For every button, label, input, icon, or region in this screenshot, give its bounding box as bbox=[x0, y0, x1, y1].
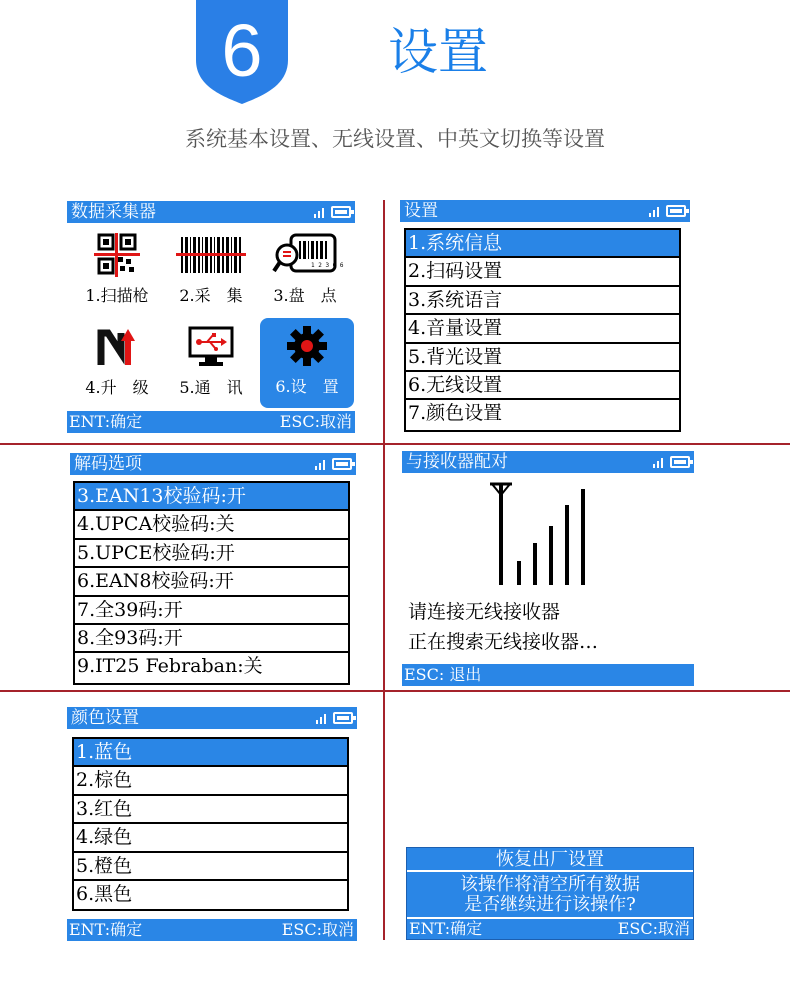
battery-icon bbox=[333, 712, 353, 724]
main-menu-screen bbox=[67, 201, 355, 433]
screen-titlebar bbox=[67, 707, 357, 729]
menu-item-label: 1.扫描枪 bbox=[85, 286, 149, 305]
screen-titlebar bbox=[400, 200, 690, 222]
screen-title: 数据采集器 bbox=[71, 202, 156, 222]
list-item[interactable]: 4.UPCA校验码:关 bbox=[75, 511, 348, 539]
list-item[interactable]: 5.UPCE校验码:开 bbox=[75, 540, 348, 568]
badge-number: 6 bbox=[221, 9, 263, 92]
menu-item-communication[interactable] bbox=[164, 319, 258, 407]
dialog-title: 恢复出厂设置 bbox=[407, 848, 693, 872]
signal-strength-icon bbox=[486, 481, 592, 587]
screen-footer bbox=[67, 411, 355, 433]
footer-cancel[interactable]: ESC:取消 bbox=[279, 412, 352, 431]
horizontal-divider bbox=[0, 443, 790, 445]
list-item[interactable]: 2.棕色 bbox=[74, 767, 347, 795]
qr-scan-icon bbox=[94, 233, 140, 277]
menu-item-label: 6.设 置 bbox=[275, 377, 339, 396]
signal-icon bbox=[653, 456, 667, 468]
list-item[interactable]: 3.EAN13校验码:开 bbox=[75, 483, 348, 511]
factory-reset-dialog bbox=[406, 847, 694, 940]
menu-item-label: 4.升 级 bbox=[85, 378, 149, 397]
screen-titlebar bbox=[67, 201, 355, 223]
menu-item-scanner[interactable] bbox=[70, 227, 164, 315]
menu-item-inventory[interactable] bbox=[258, 227, 352, 315]
list-item[interactable]: 3.系统语言 bbox=[406, 287, 679, 315]
pair-receiver-screen bbox=[402, 451, 694, 686]
dialog-message-2: 是否继续进行该操作? bbox=[464, 894, 636, 915]
screen-footer bbox=[67, 919, 357, 941]
battery-icon bbox=[670, 456, 690, 468]
menu-item-label: 2.采 集 bbox=[179, 286, 243, 305]
list-item[interactable]: 6.EAN8校验码:开 bbox=[75, 568, 348, 596]
dialog-cancel[interactable]: ESC:取消 bbox=[617, 919, 690, 938]
list-item[interactable]: 9.IT25 Febraban:关 bbox=[77, 655, 263, 678]
list-item[interactable]: 5.橙色 bbox=[74, 853, 347, 881]
inventory-icon bbox=[273, 233, 344, 277]
screen-titlebar bbox=[70, 453, 356, 475]
settings-list bbox=[404, 228, 681, 432]
horizontal-divider bbox=[0, 690, 790, 692]
gear-icon bbox=[285, 324, 329, 368]
list-item[interactable]: 6.无线设置 bbox=[406, 372, 679, 400]
screen-title: 设置 bbox=[404, 201, 438, 221]
screen-titlebar bbox=[402, 451, 694, 473]
list-item[interactable]: 4.音量设置 bbox=[406, 315, 679, 343]
color-list bbox=[72, 737, 349, 911]
list-item[interactable]: 3.红色 bbox=[74, 796, 347, 824]
footer-confirm[interactable]: ENT:确定 bbox=[69, 412, 143, 431]
decode-options-list bbox=[73, 481, 350, 685]
signal-icon bbox=[316, 712, 330, 724]
status-icons bbox=[649, 203, 686, 219]
usb-monitor-icon bbox=[187, 325, 235, 369]
list-item[interactable]: 7.颜色设置 bbox=[408, 402, 503, 425]
list-item[interactable]: 2.扫码设置 bbox=[406, 258, 679, 286]
signal-icon bbox=[315, 458, 329, 470]
status-icons bbox=[316, 710, 353, 726]
dialog-footer bbox=[407, 917, 693, 939]
svg-text:1 2 3 0 6: 1 2 3 0 6 bbox=[311, 262, 344, 269]
decode-options-screen bbox=[70, 453, 356, 685]
vertical-divider bbox=[383, 200, 385, 940]
dialog-body bbox=[407, 875, 693, 915]
menu-item-settings[interactable] bbox=[260, 318, 354, 408]
signal-icon bbox=[649, 205, 663, 217]
upgrade-icon bbox=[95, 325, 139, 369]
menu-item-label: 3.盘 点 bbox=[273, 286, 337, 305]
menu-item-upgrade[interactable] bbox=[70, 319, 164, 407]
footer-exit[interactable]: ESC: 退出 bbox=[404, 665, 482, 684]
list-item[interactable]: 1.蓝色 bbox=[74, 739, 347, 767]
list-item[interactable]: 4.绿色 bbox=[74, 824, 347, 852]
page-subtitle: 系统基本设置、无线设置、中英文切换等设置 bbox=[185, 127, 605, 151]
status-icons bbox=[315, 456, 352, 472]
list-item[interactable]: 5.背光设置 bbox=[406, 344, 679, 372]
screen-title: 解码选项 bbox=[74, 454, 142, 474]
battery-icon bbox=[331, 206, 351, 218]
screen-footer bbox=[402, 664, 694, 686]
list-item[interactable]: 1.系统信息 bbox=[406, 230, 679, 258]
pair-message-2: 正在搜索无线接收器… bbox=[408, 631, 599, 653]
signal-icon bbox=[314, 206, 328, 218]
pair-message-1: 请连接无线接收器 bbox=[408, 601, 561, 623]
footer-confirm[interactable]: ENT:确定 bbox=[69, 920, 143, 939]
screen-title: 颜色设置 bbox=[71, 708, 139, 728]
list-item[interactable]: 7.全39码:开 bbox=[75, 597, 348, 625]
menu-item-collect[interactable] bbox=[164, 227, 258, 315]
menu-item-label: 5.通 讯 bbox=[179, 378, 243, 397]
screen-title: 与接收器配对 bbox=[406, 452, 508, 472]
footer-cancel[interactable]: ESC:取消 bbox=[281, 920, 354, 939]
dialog-confirm[interactable]: ENT:确定 bbox=[409, 919, 483, 938]
settings-screen bbox=[400, 200, 690, 434]
barcode-icon bbox=[176, 235, 246, 275]
battery-icon bbox=[332, 458, 352, 470]
color-settings-screen bbox=[67, 707, 357, 941]
status-icons bbox=[314, 204, 351, 220]
list-item[interactable]: 6.黑色 bbox=[76, 882, 133, 905]
status-icons bbox=[653, 454, 690, 470]
page-title: 设置 bbox=[388, 23, 488, 81]
battery-icon bbox=[666, 205, 686, 217]
list-item[interactable]: 8.全93码:开 bbox=[75, 625, 348, 653]
dialog-message-1: 该操作将清空所有数据 bbox=[460, 874, 640, 895]
